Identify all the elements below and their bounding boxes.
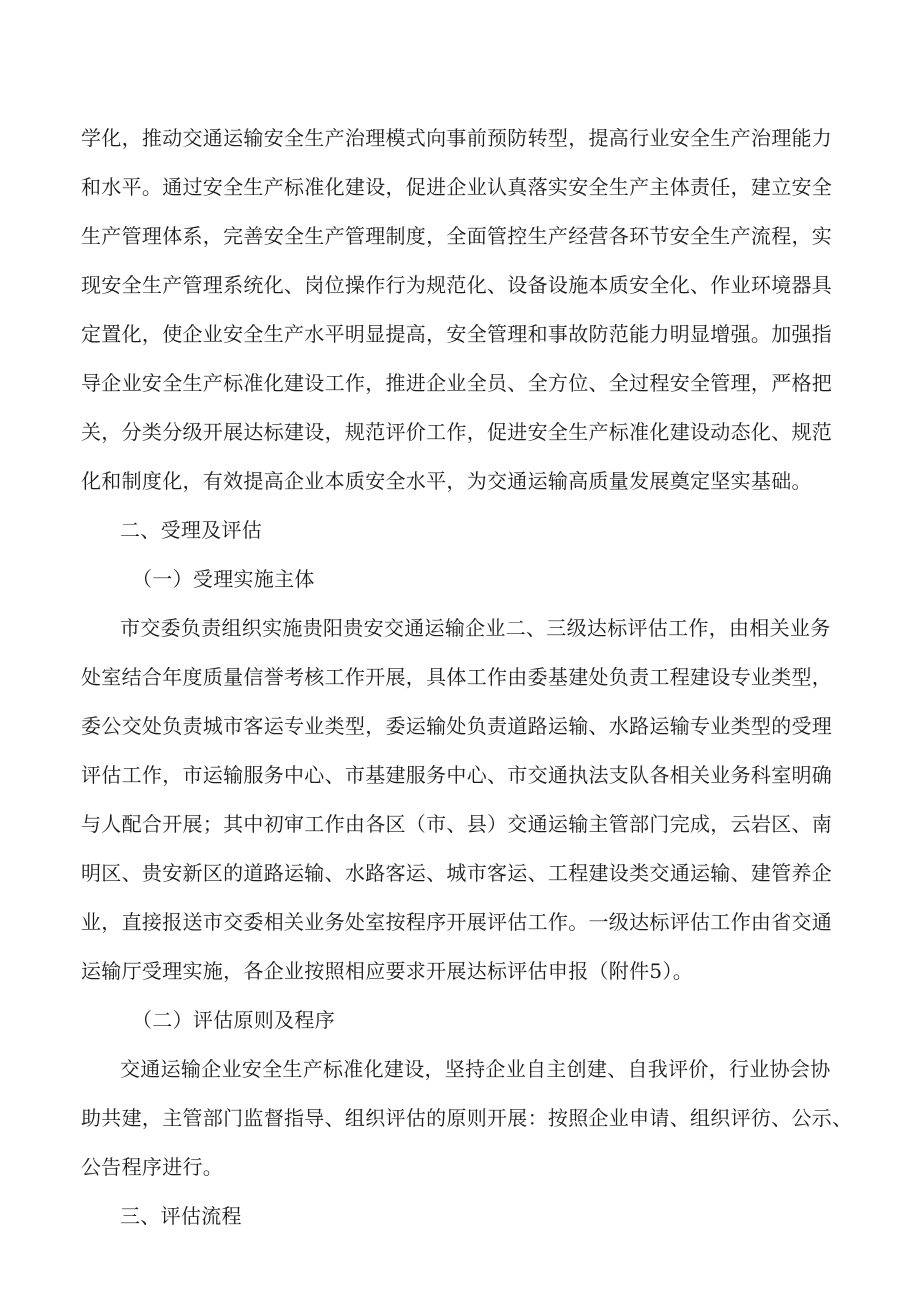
subsection-heading: （二）评估原则及程序 — [132, 1008, 335, 1032]
paragraph-line: 化和制度化，有效提高企业本质安全水平，为交通运输高质量发展奠定坚实基础。 — [81, 469, 812, 493]
paragraph-line: 现安全生产管理系统化、岗位操作行为规范化、设备设施本质安全化、作业环境器具 — [81, 273, 833, 297]
paragraph-line: 和水平。通过安全生产标准化建设，促进企业认真落实安全生产主体责任，建立安全 — [81, 175, 833, 199]
paragraph-line: 定置化，使企业安全生产水平明显提高，安全管理和事故防范能力明显增强。加强指 — [81, 322, 833, 346]
paragraph-line: 与人配合开展；其中初审工作由各区（市、县）交通运输主管部门完成，云岩区、南 — [81, 812, 833, 836]
paragraph-line: 助共建，主管部门监督指导、组织评估的原则开展：按照企业申请、组织评彷、公示、 — [81, 1106, 853, 1130]
paragraph-line: 业，直接报送市交委相关业务处室按程序开展评估工作。一级达标评估工作由省交通 — [81, 910, 833, 934]
paragraph-line: 学化，推动交通运输安全生产治理模式向事前预防转型，提高行业安全生产治理能力 — [81, 126, 833, 150]
subsection-heading: （一）受理实施主体 — [132, 567, 315, 591]
paragraph-line: 明区、贵安新区的道路运输、水路客运、城市客运、工程建设类交通运输、建管养企 — [81, 861, 833, 885]
paragraph-line: 委公交处负责城市客运专业类型，委运输处负责道路运输、水路运输专业类型的受理 — [81, 714, 833, 738]
paragraph-line: 市交委负责组织实施贵阳贵安交通运输企业二、三级达标评估工作，由相关业务 — [120, 616, 831, 640]
paragraph-line: 处室结合年度质量信誉考核工作开展，具体工作由委基建处负责工程建设专业类型， — [81, 665, 833, 689]
paragraph-line: 运输厅受理实施，各企业按照相应要求开展达标评估申报（附件5）。 — [81, 959, 694, 983]
section-heading: 三、评估流程 — [120, 1204, 242, 1228]
section-heading: 二、受理及评估 — [120, 518, 263, 542]
paragraph-line: 导企业安全生产标准化建设工作，推进企业全员、全方位、全过程安全管理，严格把 — [81, 371, 833, 395]
paragraph-line: 评估工作，市运输服务中心、市基建服务中心、市交通执法支队各相关业务科室明确 — [81, 763, 833, 787]
paragraph-line: 公告程序进行。 — [81, 1155, 224, 1179]
paragraph-line: 交通运输企业安全生产标准化建设，坚持企业自主创建、自我评价，行业协会协 — [120, 1057, 831, 1081]
paragraph-line: 生产管理体系，完善安全生产管理制度，全面管控生产经营各环节安全生产流程，实 — [81, 224, 833, 248]
paragraph-line: 关，分类分级开展达标建设，规范评价工作，促进安全生产标准化建设动态化、规范 — [81, 420, 833, 444]
